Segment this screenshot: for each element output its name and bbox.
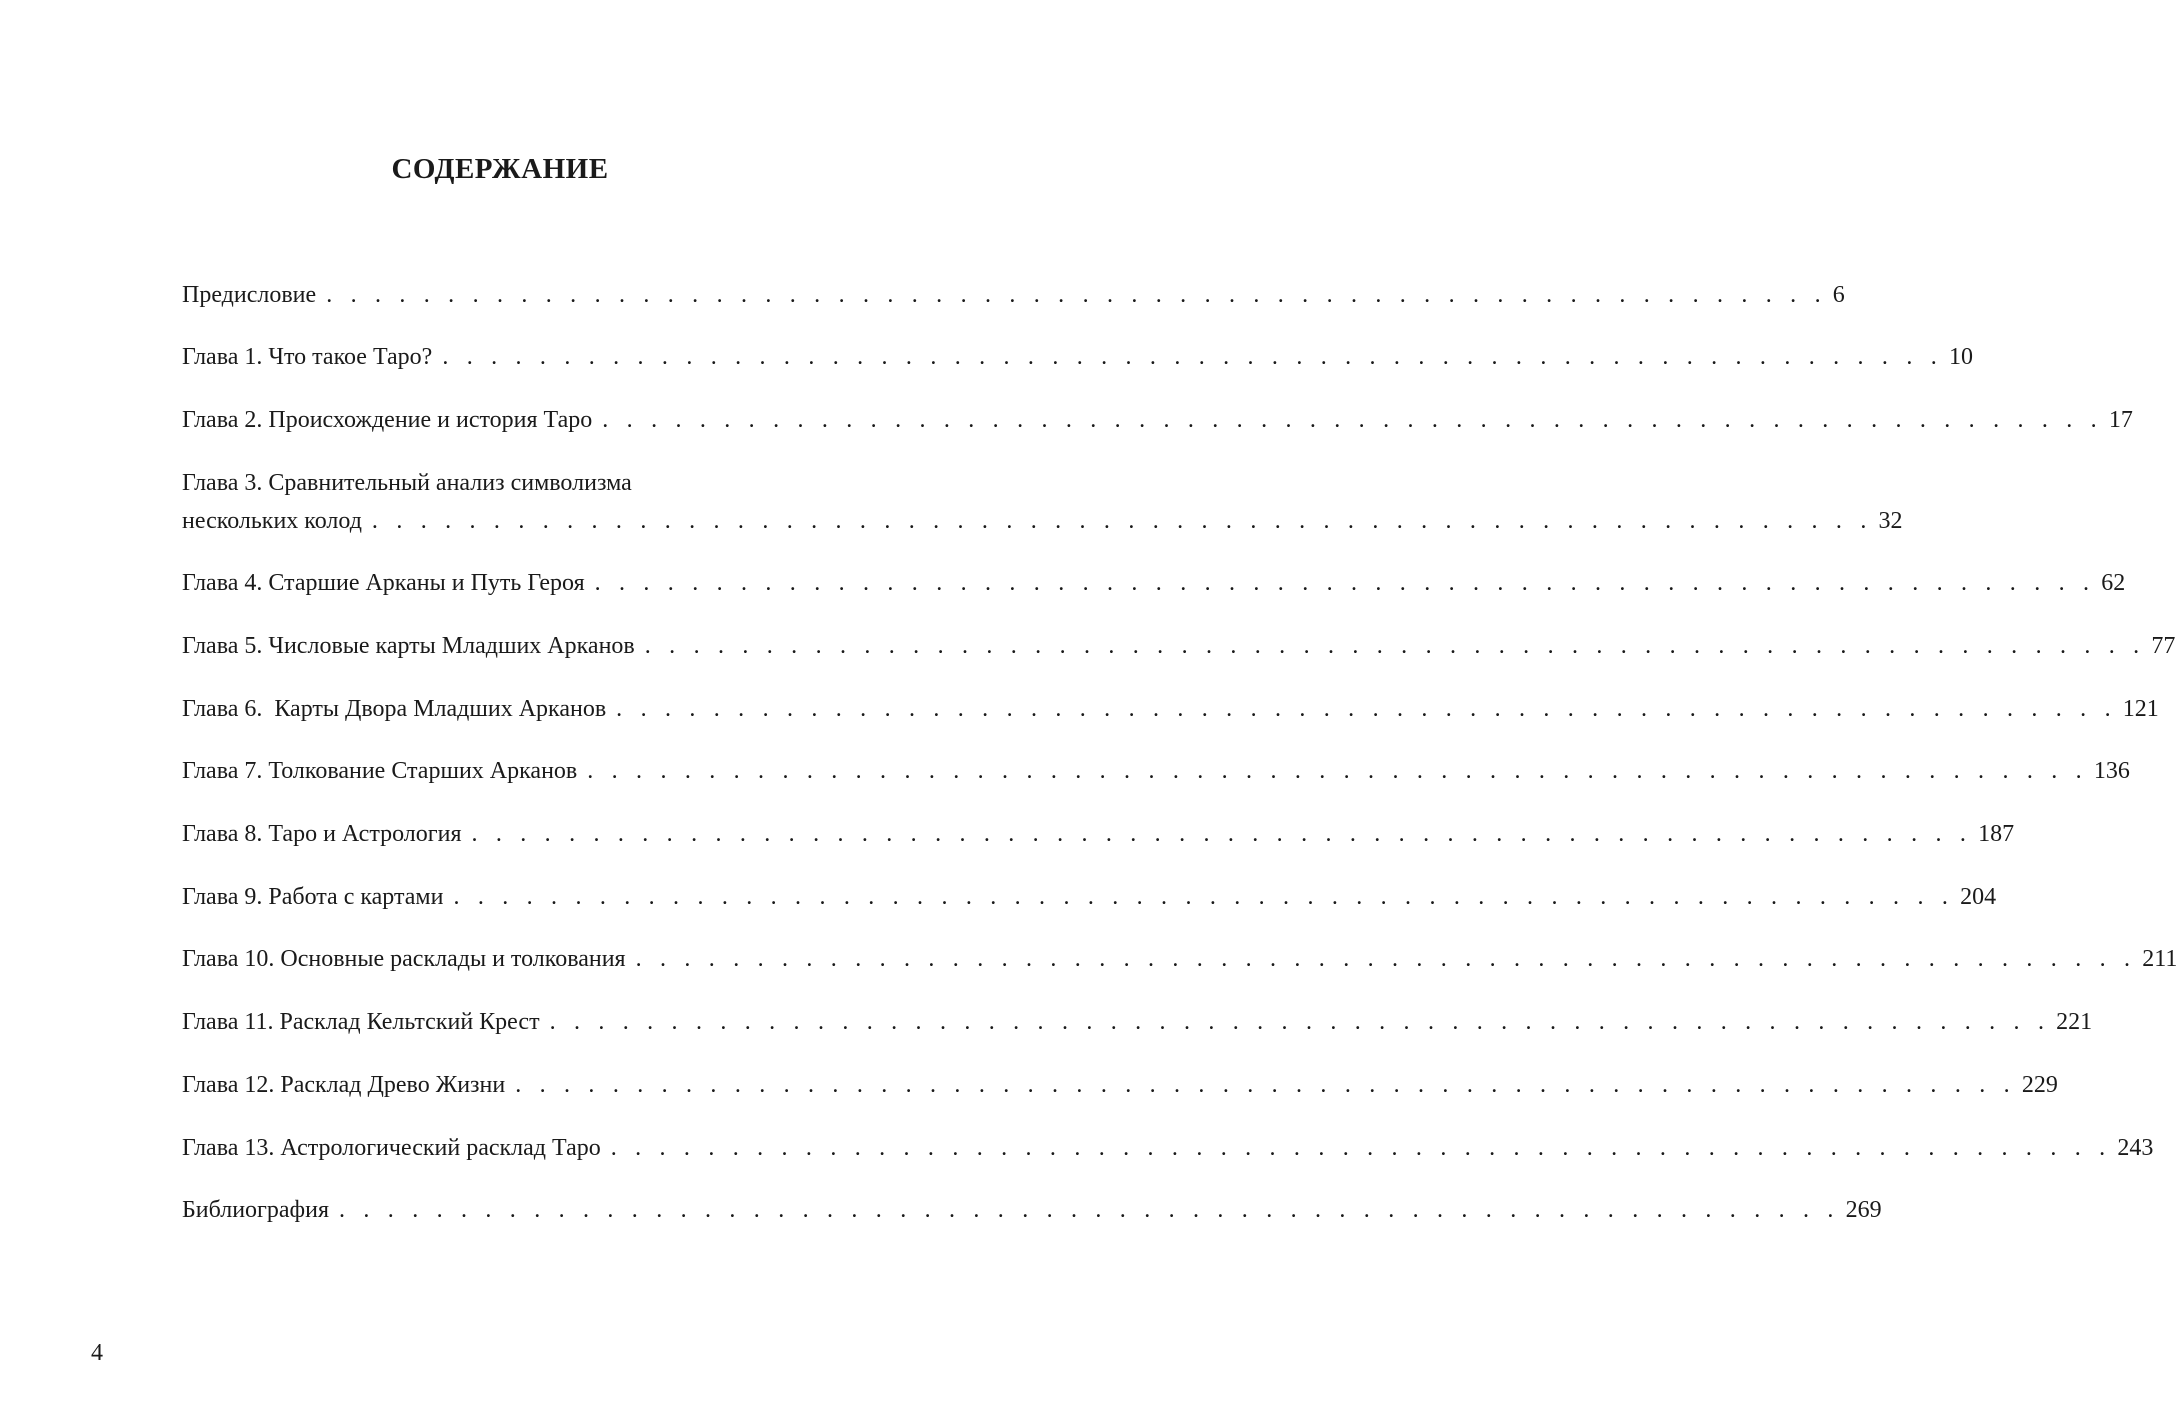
toc-page-number: 243 [2117, 1135, 2154, 1161]
toc-page-number: 211 [2142, 946, 2177, 972]
toc-entry-chapter-6[interactable] [182, 690, 2159, 728]
toc-page-number: 32 [1878, 508, 1903, 534]
toc-entry-title: Глава 3. Сравнительный анализ символизма [182, 470, 632, 496]
toc-entry-title: Глава 4. Старшие Арканы и Путь Героя [182, 570, 585, 596]
toc-entry-title: Глава 7. Толкование Старших Арканов [182, 758, 578, 784]
dot-leader: . . . . . . . . . . . . . . . . . . . . . . . . . . . . . . . . . . . . . . . . . . . . . . . . . . . . . . . . . . . . . . [471, 821, 1973, 847]
toc-page-number: 62 [2101, 570, 2126, 596]
toc-entry-title: Предисловие [182, 282, 317, 308]
toc-entry-chapter-9[interactable] [182, 878, 1997, 916]
toc-entry-preface[interactable] [182, 276, 1845, 314]
toc-entry-chapter-12[interactable] [182, 1066, 2058, 1104]
toc-entry-title: Глава 1. Что такое Таро? [182, 344, 433, 370]
dot-leader: . . . . . . . . . . . . . . . . . . . . . . . . . . . . . . . . . . . . . . . . . . . . . . . . . . . . . . . . . . . . . . [602, 407, 2103, 433]
toc-entry-chapter-13[interactable] [182, 1129, 2154, 1167]
dot-leader: . . . . . . . . . . . . . . . . . . . . . . . . . . . . . . . . . . . . . . . . . . . . . . . . . . . . . . . . . . . . . . [515, 1072, 2016, 1098]
toc-entry-title: Глава 9. Работа с картами [182, 884, 444, 910]
dot-leader: . . . . . . . . . . . . . . . . . . . . . . . . . . . . . . . . . . . . . . . . . . . . . . . . . . . . . . . . . . . . . . [587, 758, 2088, 784]
toc-page-number: 229 [2021, 1072, 2058, 1098]
dot-leader: . . . . . . . . . . . . . . . . . . . . . . . . . . . . . . . . . . . . . . . . . . . . . . . . . . . . . . . . . . . . . . [644, 633, 2146, 659]
toc-entry-chapter-5[interactable] [182, 627, 2176, 665]
dot-leader: . . . . . . . . . . . . . . . . . . . . . . . . . . . . . . . . . . . . . . . . . . . . . . . . . . . . . . . . . . . . . . [442, 344, 1943, 370]
toc-page-number: 17 [2108, 407, 2133, 433]
page-number: 4 [91, 1340, 103, 1366]
dot-leader: . . . . . . . . . . . . . . . . . . . . . . . . . . . . . . . . . . . . . . . . . . . . . . . . . . . . . . . . . . . . . . [371, 508, 1873, 534]
dot-leader: . . . . . . . . . . . . . . . . . . . . . . . . . . . . . . . . . . . . . . . . . . . . . . . . . . . . . . . . . . . . . . [339, 1197, 1840, 1223]
dot-leader: . . . . . . . . . . . . . . . . . . . . . . . . . . . . . . . . . . . . . . . . . . . . . . . . . . . . . . . . . . . . . . [616, 696, 2117, 722]
toc-entry-title: Глава 8. Таро и Астрология [182, 821, 462, 847]
dot-leader: . . . . . . . . . . . . . . . . . . . . . . . . . . . . . . . . . . . . . . . . . . . . . . . . . . . . . . . . . . . . . . [594, 570, 2096, 596]
dot-leader: . . . . . . . . . . . . . . . . . . . . . . . . . . . . . . . . . . . . . . . . . . . . . . . . . . . . . . . . . . . . . . [635, 946, 2137, 972]
toc-entry-title: Глава 5. Числовые карты Младших Арканов [182, 633, 635, 659]
toc-entry-chapter-8[interactable] [182, 815, 2015, 853]
toc-entry-title: Глава 11. Расклад Кельтский Крест [182, 1009, 540, 1035]
toc-entry-title: Глава 2. Происхождение и история Таро [182, 407, 593, 433]
dot-leader: . . . . . . . . . . . . . . . . . . . . . . . . . . . . . . . . . . . . . . . . . . . . . . . . . . . . . . . . . . . . . . [326, 282, 1827, 308]
toc-entry-chapter-10[interactable] [182, 940, 2177, 978]
toc-entry-title: Глава 12. Расклад Древо Жизни [182, 1072, 506, 1098]
toc-entry-title: Глава 6. Карты Двора Младших Арканов [182, 696, 607, 722]
toc-page-number: 269 [1845, 1197, 1882, 1223]
toc-entry-title: Глава 10. Основные расклады и толкования [182, 946, 626, 972]
dot-leader: . . . . . . . . . . . . . . . . . . . . . . . . . . . . . . . . . . . . . . . . . . . . . . . . . . . . . . . . . . . . . . [453, 884, 1955, 910]
toc-page-number: 187 [1978, 821, 2015, 847]
toc-page-number: 6 [1832, 282, 1845, 308]
dot-leader: . . . . . . . . . . . . . . . . . . . . . . . . . . . . . . . . . . . . . . . . . . . . . . . . . . . . . . . . . . . . . . [610, 1135, 2112, 1161]
toc-page-number: 10 [1948, 344, 1973, 370]
toc-entry-chapter-4[interactable] [182, 564, 2126, 602]
toc-entry-chapter-7[interactable] [182, 752, 2130, 790]
toc-entry-chapter-1[interactable] [182, 338, 1973, 376]
toc-entry-chapter-11[interactable] [182, 1003, 2093, 1041]
toc-page-number: 136 [2093, 758, 2130, 784]
toc-entry-chapter-3[interactable] [182, 464, 1903, 540]
toc-entry-title-continued: нескольких колод [182, 508, 362, 534]
toc-entry-title: Глава 13. Астрологический расклад Таро [182, 1135, 601, 1161]
page-title: СОДЕРЖАНИЕ [391, 153, 609, 185]
toc-page-number: 121 [2122, 696, 2159, 722]
dot-leader: . . . . . . . . . . . . . . . . . . . . . . . . . . . . . . . . . . . . . . . . . . . . . . . . . . . . . . . . . . . . . . [549, 1009, 2051, 1035]
toc-entry-chapter-2[interactable] [182, 401, 2133, 439]
toc-entry-title: Библиография [182, 1197, 329, 1223]
toc-page-number: 221 [2056, 1009, 2093, 1035]
toc-entry-bibliography[interactable] [182, 1191, 1882, 1229]
toc-page-number: 77 [2151, 633, 2176, 659]
toc-page-number: 204 [1960, 884, 1997, 910]
